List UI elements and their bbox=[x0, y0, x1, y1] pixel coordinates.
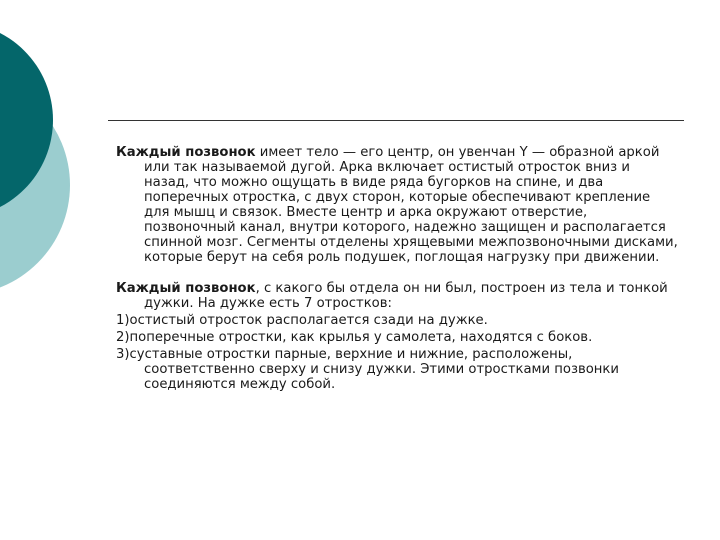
term-bold: Каждый позвонок bbox=[116, 281, 256, 296]
list-item: 2)поперечные отростки, как крылья у самолета, находятся с боков. bbox=[116, 330, 593, 345]
horizontal-divider bbox=[108, 120, 684, 121]
paragraph-vertebra-structure bbox=[116, 145, 678, 265]
paragraph-vertebra-processes bbox=[116, 281, 678, 311]
paragraph-text: , с какого бы отдела он ни был, построен из тела и тонкой дужки. На дужке есть 7 отростков: bbox=[144, 281, 668, 311]
list-item: 3)суставные отростки парные, верхние и нижние, расположены, соответственно сверху и снизу дужки. Этими отростками позвонки соединяются между собой. bbox=[116, 347, 619, 392]
term-bold: Каждый позвонок bbox=[116, 145, 256, 160]
text-content bbox=[116, 145, 678, 392]
list-item: 1)остистый отросток располагается сзади на дужке. bbox=[116, 313, 488, 328]
paragraph-text: имеет тело — его центр, он увенчан Y — образной аркой или так называемой дугой. Арка включает остистый отросток вниз и назад, что можно ощущать в виде ряда бугорков на спине, и два поперечных отростка, с двух сторон, которые обеспечивают крепление для мышц и связок. Вместе центр и арка окружают отверстие, позвоночный канал, внутри которого, надежно защищен и располагается спинной мозг. Сегменты отделены хрящевыми межпозвоночными дисками, которые берут на себя роль подушек, поглощая нагрузку при движении. bbox=[144, 145, 678, 265]
